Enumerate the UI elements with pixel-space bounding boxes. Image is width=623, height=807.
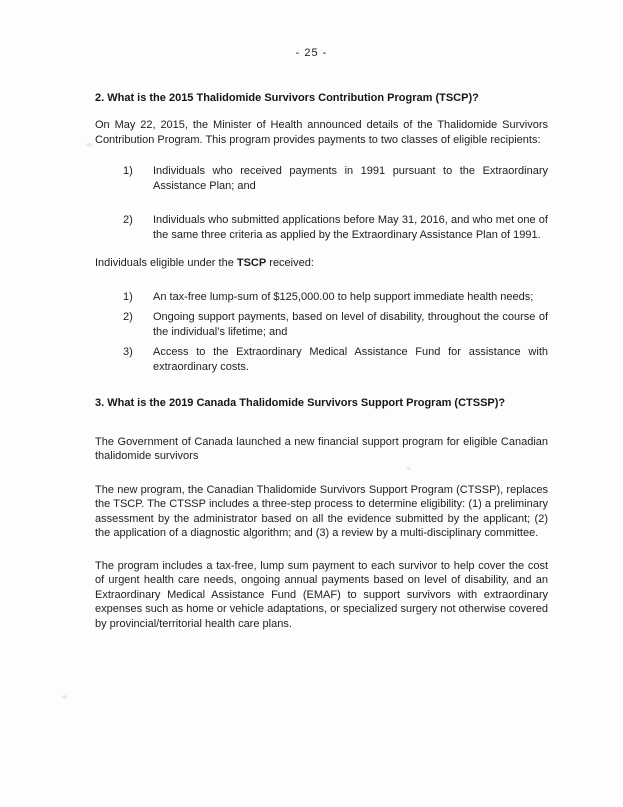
tscp-acronym-bold: TSCP (236, 257, 267, 269)
list-item (95, 345, 548, 374)
section-3-paragraph-2: The new program, the Canadian Thalidomide Survivors Support Program (CTSSP), replaces the TSCP. The CTSSP includes a three-step process to determine eligibility: (1) a preliminary assessment by the administrator based on all the evidence submitted by the applicant; (2) the application of a diagnostic algorithm; and (3) a review by a multi-disciplinary committee. (95, 483, 548, 539)
list-item (95, 290, 548, 305)
tscp-received-line (95, 256, 548, 271)
list-item-text: Individuals who received payments in 1991 pursuant to the Extraordinary Assistance Plan; and (153, 165, 548, 192)
list-item-number: 1) (123, 290, 133, 303)
list-item-number: 3) (123, 346, 133, 358)
list-item-text: Access to the Extraordinary Medical Assistance Fund for assistance with extraordinary costs. (153, 346, 548, 373)
document-content (95, 91, 548, 632)
list-item-number: 2) (123, 311, 133, 323)
section-3-paragraph-3: The program includes a tax-free, lump sum payment to each survivor to help cover the cost of urgent health care needs, ongoing annual payments based on level of disability, and an Extraordinary Medical Assistance Fund (EMAF) to support survivors with extraordinary expenses such as home or vehicle adaptations, or specialized surgery not otherwise covered by provincial/territorial health care plans. (95, 559, 548, 630)
scan-artifact (406, 467, 411, 470)
list-item-text: Individuals who submitted applications before May 31, 2016, and who met one of the same three criteria as applied by the Extraordinary Assistance Plan of 1991. (153, 214, 548, 241)
list-item-number: 2) (123, 214, 133, 226)
section-3-heading: 3. What is the 2019 Canada Thalidomide Survivors Support Program (CTSSP)? (95, 397, 506, 409)
tscp-received-line-post: received: (266, 257, 314, 269)
list-item-text: Ongoing support payments, based on level of disability, throughout the course of the individual’s lifetime; and (153, 311, 548, 338)
list-item-number: 1) (123, 165, 133, 177)
scan-artifact (86, 143, 92, 147)
list-item (95, 164, 548, 193)
eligible-recipients-list (95, 164, 548, 242)
scan-artifact (62, 695, 67, 699)
list-item (95, 213, 548, 242)
list-item (95, 310, 548, 339)
section-3-paragraph-1: The Government of Canada launched a new financial support program for eligible Canadian thalidomide survivors (95, 435, 548, 462)
section-2-heading: 2. What is the 2015 Thalidomide Survivors Contribution Program (TSCP)? (95, 91, 479, 104)
list-item-text: An tax-free lump-sum of $125,000.00 to help support immediate health needs; (153, 290, 534, 303)
section-2-intro-paragraph: On May 22, 2015, the Minister of Health announced details of the Thalidomide Survivors Contribution Program. This program provides payments to two classes of eligible recipients: (95, 119, 548, 146)
tscp-received-line-pre: Individuals eligible under the (95, 257, 237, 269)
page-number: - 25 - (295, 47, 328, 59)
tscp-benefits-list (95, 290, 548, 375)
